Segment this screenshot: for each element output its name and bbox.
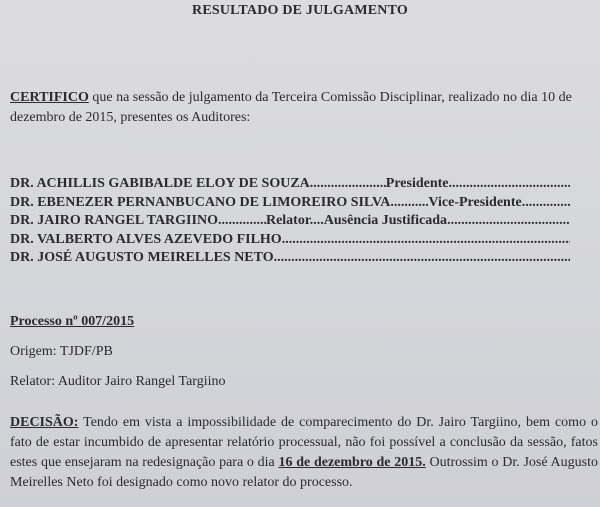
auditor-role: Vice-Presidente <box>428 194 522 210</box>
auditor-name: DR. JOSÉ AUGUSTO MEIRELLES NETO <box>10 250 274 265</box>
auditors-list <box>10 175 590 268</box>
certifico-paragraph <box>10 88 595 128</box>
decisao-text-continued: Outrossim o Dr. José Augusto Meirelles Neto foi designado como novo relator do processo. <box>10 455 598 490</box>
auditor-name: DR. EBENEZER PERNANBUCANO DE LIMOREIRO SILVA <box>10 194 391 210</box>
auditor-row <box>10 175 570 194</box>
auditor-name: DR. JAIRO RANGEL TARGIINO <box>10 213 218 228</box>
dotted-leader <box>274 249 570 268</box>
auditor-name: DR. VALBERTO ALVES AZEVEDO FILHO <box>10 231 282 247</box>
dotted-leader <box>218 212 266 231</box>
certifico-text: que na sessão de julgamento da Terceira Comissão Disciplinar, realizado no dia 10 de dezembro de 2015, presentes os Auditores: <box>10 90 572 125</box>
document-title: RESULTADO DE JULGAMENTO <box>192 3 408 18</box>
decisao-text: Tendo em vista a impossibilidade de comparecimento do Dr. Jairo Targiino, bem como o fato de estar incumbido de apresentar relatório processual, não foi possível a conclusão da sessão, fatos estes que ensejaram na redesignação para o dia <box>10 415 598 470</box>
certifico-lead: CERTIFICO <box>10 90 89 105</box>
auditor-name: DR. ACHILLIS GABIBALDE ELOY DE SOUZA <box>10 176 310 191</box>
dotted-leader <box>310 175 386 194</box>
dotted-leader <box>390 194 428 213</box>
processo-number: Processo nº 007/2015 <box>10 314 135 329</box>
auditor-row <box>10 249 570 268</box>
dotted-leader <box>522 194 570 213</box>
auditor-role: Relator....Ausência Justificada <box>265 213 448 228</box>
origem-line: Origem: TJDF/PB <box>10 344 113 359</box>
dotted-leader <box>449 175 570 194</box>
decisao-date: 16 de dezembro de 2015. <box>278 455 426 470</box>
auditor-row <box>10 194 570 213</box>
auditor-row <box>10 212 570 231</box>
decisao-paragraph <box>10 413 598 493</box>
dotted-leader <box>282 231 570 250</box>
decisao-lead: DECISÃO: <box>10 415 79 430</box>
auditor-row <box>10 231 570 250</box>
relator-line: Relator: Auditor Jairo Rangel Targiino <box>10 374 226 389</box>
auditor-role: Presidente <box>385 176 449 191</box>
dotted-leader <box>447 212 570 231</box>
